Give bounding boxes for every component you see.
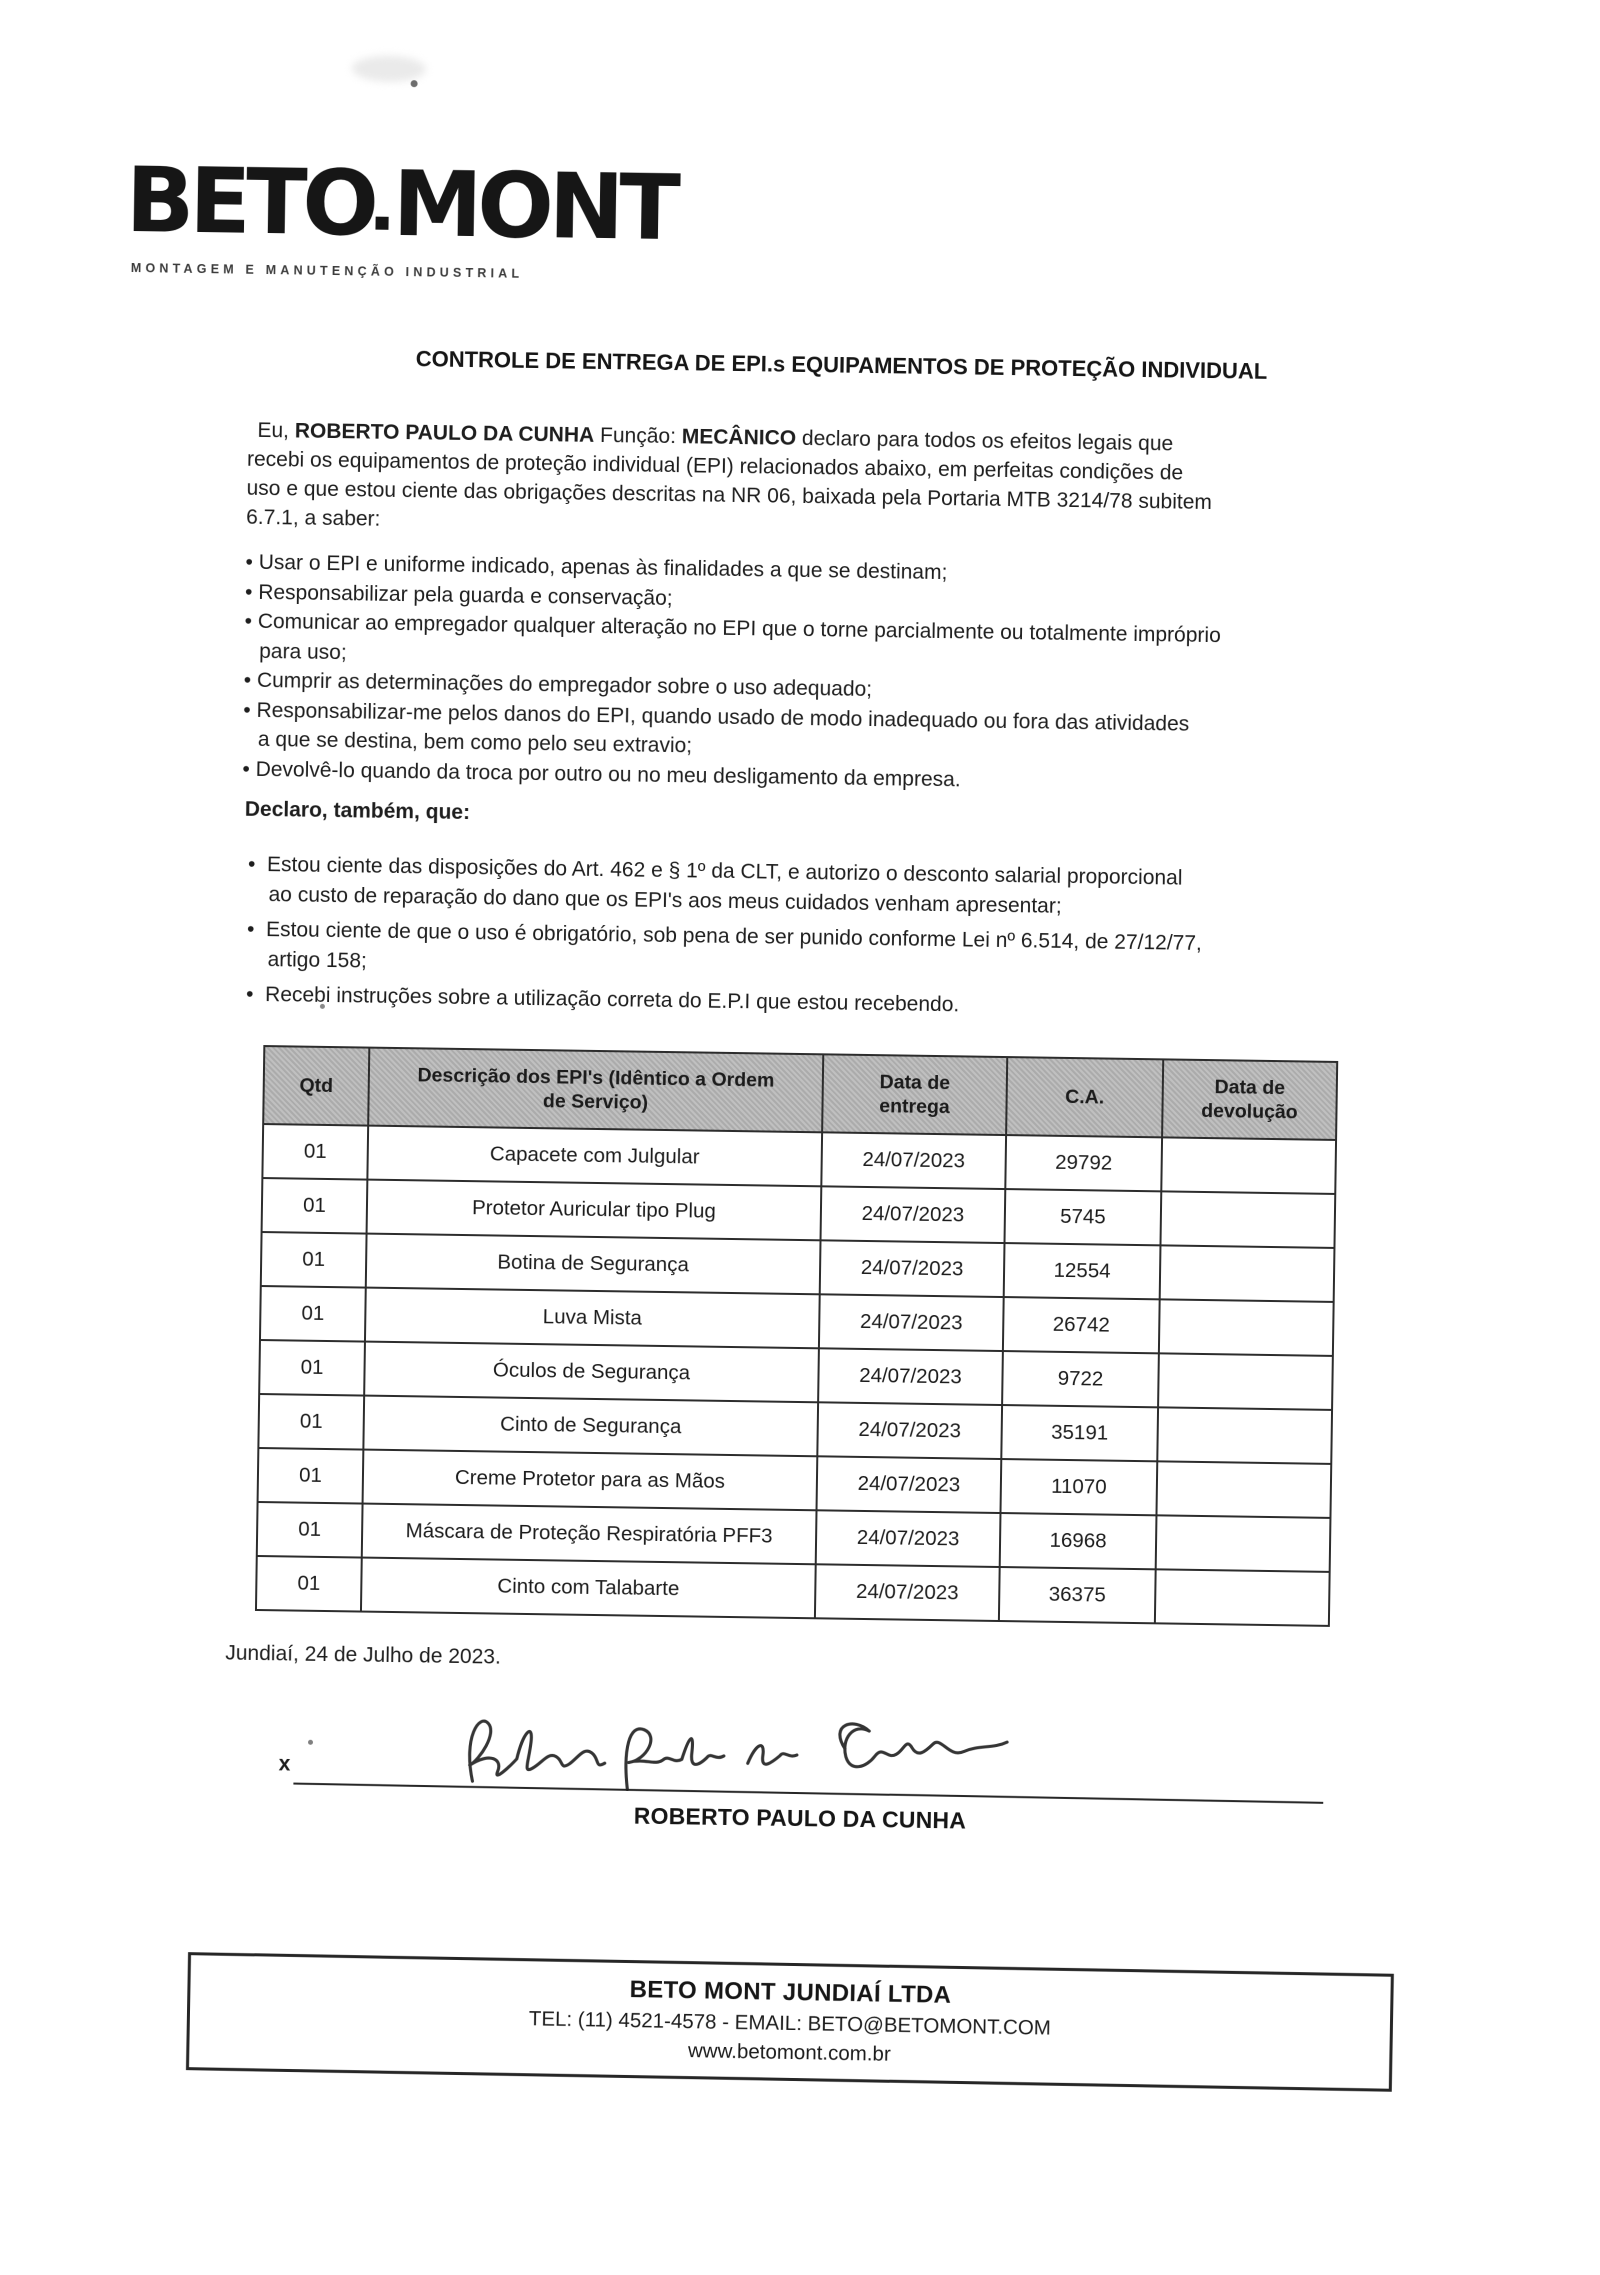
- epi-table: [255, 1045, 1338, 1627]
- cell-ca: 26742: [1003, 1297, 1160, 1353]
- col-header-data-entrega: Data de entrega: [822, 1054, 1007, 1135]
- cell-qtd: 01: [261, 1232, 367, 1288]
- cell-ca: 35191: [1001, 1405, 1158, 1461]
- cell-qtd: 01: [258, 1448, 364, 1504]
- col-header-data-devolucao: Data de devolução: [1162, 1059, 1337, 1140]
- cell-descricao: Capacete com Julgular: [367, 1126, 822, 1187]
- footer-website: www.betomont.com.br: [687, 2039, 891, 2066]
- cell-devolucao: [1160, 1191, 1335, 1248]
- cell-devolucao: [1160, 1245, 1335, 1302]
- cell-ca: 12554: [1004, 1243, 1161, 1299]
- logo-wordmark-left: BETO: [125, 147, 375, 257]
- cell-entrega: 24/07/2023: [817, 1456, 1002, 1513]
- cell-ca: 16968: [1000, 1513, 1157, 1569]
- cell-ca: 11070: [1000, 1459, 1157, 1515]
- cell-descricao: Máscara de Proteção Respiratória PFF3: [362, 1504, 817, 1565]
- logo-wordmark-right: MONT: [392, 151, 677, 262]
- cell-descricao: Botina de Segurança: [366, 1234, 821, 1295]
- cell-devolucao: [1158, 1353, 1333, 1410]
- cell-devolucao: [1156, 1461, 1331, 1518]
- cell-ca: 9722: [1002, 1351, 1159, 1407]
- logo-tagline: MONTAGEM E MANUTENÇÃO INDUSTRIAL: [130, 260, 524, 281]
- handwritten-signature: [452, 1703, 1013, 1816]
- cell-entrega: 24/07/2023: [820, 1240, 1005, 1297]
- cell-entrega: 24/07/2023: [819, 1294, 1004, 1351]
- declarations-list: [239, 850, 1476, 1033]
- col-header-qtd: Qtd: [263, 1046, 369, 1126]
- list-item: • Devolvê-lo quando da troca por outro ou no meu desligamento da empresa.: [242, 754, 1477, 802]
- cell-qtd: 01: [260, 1286, 366, 1342]
- intro-rest: declaro para todos os efeitos legais que recebi os equipamentos de proteção individual (EPI) relacionados abaixo, em perfeitas condições de uso e que estou ciente das obrigações descritas na NR 06, baixada pela Portaria MTB 3214/78 subitem 6.7.1, a saber:: [246, 426, 1213, 531]
- list-item: • Usar o EPI e uniforme indicado, apenas às finalidades a que se destinam;: [245, 548, 1480, 596]
- list-item: • Cumprir as determinações do empregador sobre o uso adequado;: [244, 666, 1479, 714]
- cell-descricao: Cinto de Segurança: [363, 1396, 818, 1457]
- cell-ca: 5745: [1004, 1189, 1161, 1245]
- footer-company-box: [186, 1952, 1394, 2092]
- scan-smudge: [352, 55, 426, 82]
- intro-middle: Função:: [594, 423, 682, 449]
- cell-entrega: 24/07/2023: [815, 1564, 1000, 1621]
- cell-devolucao: [1156, 1515, 1331, 1572]
- list-item: • Responsabilizar-me pelos danos do EPI, quando usado de modo inadequado ou fora das atividades a que se destina, bem como pelo seu extravio;: [243, 695, 1479, 772]
- cell-descricao: Protetor Auricular tipo Plug: [367, 1180, 822, 1241]
- list-item: • Recebi instruções sobre a utilização correta do E.P.I que estou recebendo.: [239, 980, 1474, 1028]
- cell-devolucao: [1157, 1407, 1332, 1464]
- cell-entrega: 24/07/2023: [816, 1510, 1001, 1567]
- cell-entrega: 24/07/2023: [821, 1186, 1006, 1243]
- col-header-descricao: Descrição dos EPI's (Idêntico a Ordem de Serviço): [368, 1048, 823, 1133]
- list-item: • Responsabilizar pela guarda e conservação;: [245, 577, 1480, 625]
- employee-name: ROBERTO PAULO DA CUNHA: [294, 419, 595, 447]
- cell-ca: 36375: [999, 1567, 1156, 1623]
- cell-ca: 29792: [1005, 1135, 1162, 1191]
- epi-table-body: [256, 1124, 1336, 1626]
- signatory-printed-name: ROBERTO PAULO DA CUNHA: [633, 1802, 967, 1834]
- cell-qtd: 01: [256, 1556, 362, 1612]
- list-item: • Comunicar ao empregador qualquer alteração no EPI que o torne parcialmente ou totalmente impróprio para uso;: [244, 607, 1480, 684]
- footer-contact-line: TEL: (11) 4521-4578 - EMAIL: BETO@BETOMONT.COM: [528, 2007, 1052, 2040]
- document-title: CONTROLE DE ENTREGA DE EPI.s EQUIPAMENTOS DE PROTEÇÃO INDIVIDUAL: [415, 346, 1268, 384]
- logo-wordmark: [125, 147, 677, 262]
- list-item: • Estou ciente das disposições do Art. 462 e § 1º da CLT, e autorizo o desconto salarial proporcional ao custo de reparação do dano que os EPI's aos meus cuidados venham apresentar;: [240, 850, 1476, 928]
- cell-qtd: 01: [262, 1124, 368, 1180]
- cell-descricao: Cinto com Talabarte: [361, 1558, 816, 1619]
- cell-entrega: 24/07/2023: [817, 1402, 1002, 1459]
- cell-devolucao: [1159, 1299, 1334, 1356]
- scan-speck: [308, 1740, 313, 1745]
- cell-qtd: 01: [259, 1340, 365, 1396]
- company-logo: [125, 147, 677, 283]
- logo-dot-icon: [375, 217, 388, 230]
- intro-paragraph: [246, 416, 1468, 550]
- cell-descricao: Creme Protetor para as Mãos: [363, 1450, 818, 1511]
- cell-devolucao: [1161, 1137, 1336, 1194]
- cell-devolucao: [1155, 1569, 1330, 1626]
- obligations-list: [242, 548, 1480, 802]
- cell-qtd: 01: [257, 1502, 363, 1558]
- signature-x-mark: x: [278, 1752, 291, 1776]
- cell-entrega: 24/07/2023: [821, 1132, 1006, 1189]
- date-line: Jundiaí, 24 de Julho de 2023.: [225, 1641, 502, 1669]
- cell-descricao: Luva Mista: [365, 1288, 820, 1349]
- cell-qtd: 01: [262, 1178, 368, 1234]
- cell-entrega: 24/07/2023: [818, 1348, 1003, 1405]
- col-header-ca: C.A.: [1006, 1057, 1163, 1137]
- employee-role: MECÂNICO: [681, 425, 797, 450]
- list-item: • Estou ciente de que o uso é obrigatório, sob pena de ser punido conforme Lei nº 6.514, de 27/12/77, artigo 158;: [239, 915, 1475, 993]
- declarations-heading: Declaro, também, que:: [244, 797, 471, 825]
- intro-prefix: Eu,: [257, 418, 295, 443]
- cell-descricao: Óculos de Segurança: [364, 1342, 819, 1403]
- footer-company-name: BETO MONT JUNDIAÍ LTDA: [629, 1976, 952, 2009]
- cell-qtd: 01: [258, 1394, 364, 1450]
- scan-speck: [411, 80, 418, 87]
